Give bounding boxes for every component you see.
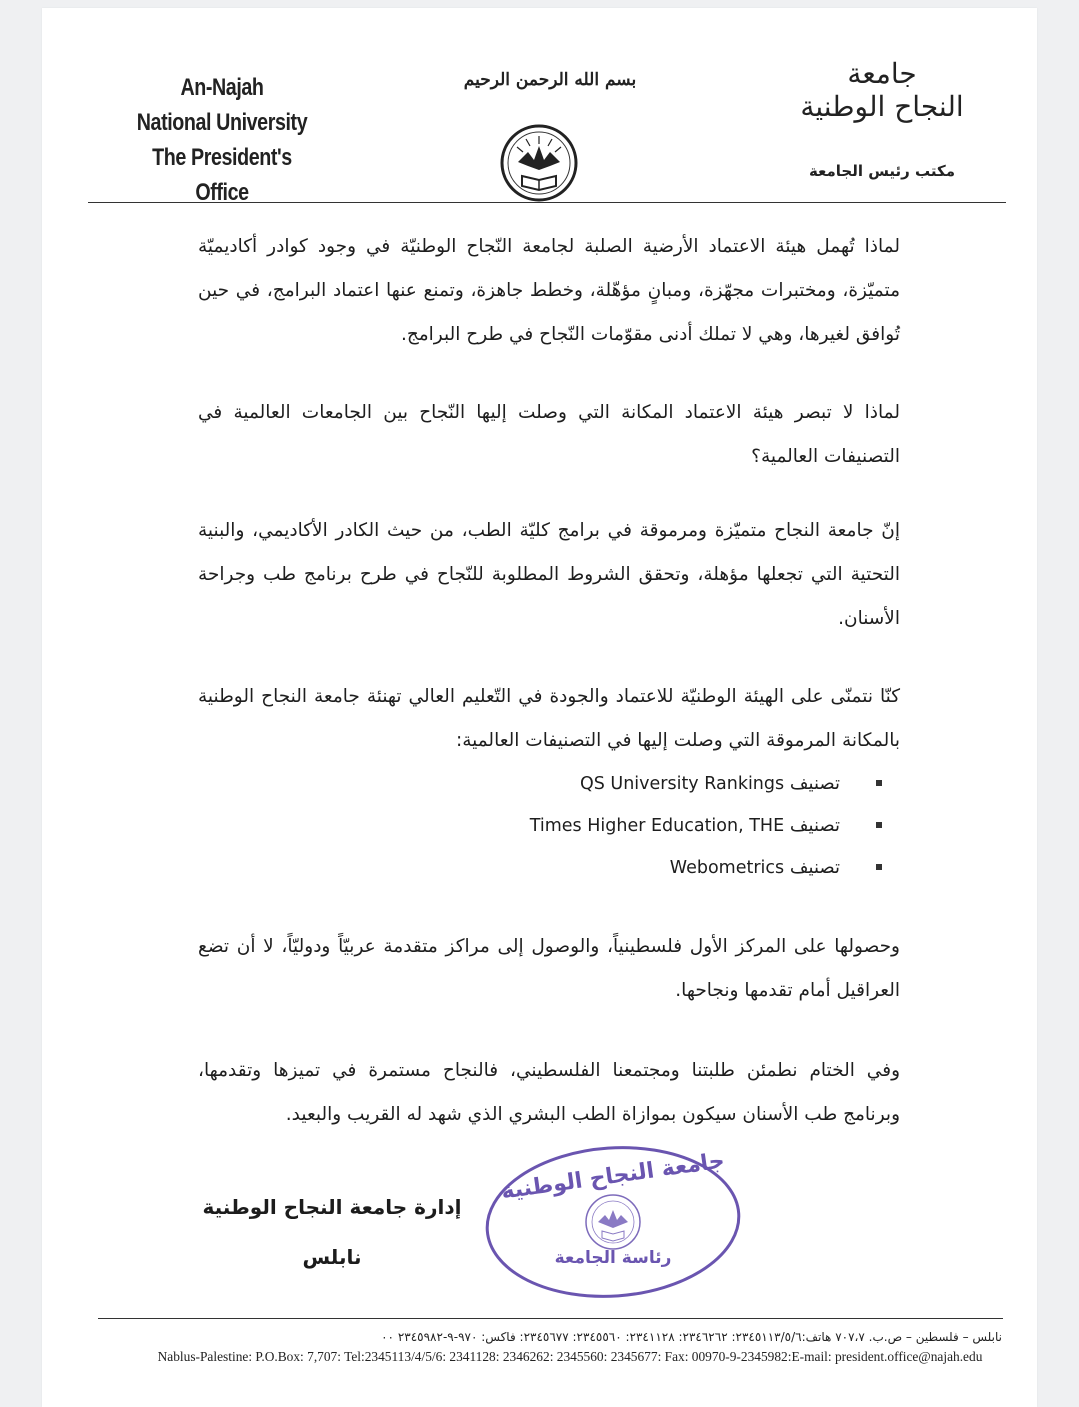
ranking-item [198, 763, 900, 805]
ranking-prefix: تصنيف [789, 857, 840, 878]
letter-body [198, 225, 900, 1137]
paragraph-1: لماذا تُهمل هيئة الاعتماد الأرضية الصلبة لجامعة النّجاح الوطنيّة في وجود كوادر أكاديميّة متميّزة، ومختبرات مجهّزة، ومبانٍ مؤهّلة، وخطط جاهزة، وتمنع عنها اعتماد البرامج، في حين تُوافق لغيرها، وهي لا تملك أدنى مقوّمات النّجاح في طرح البرامج. [198, 236, 900, 345]
paragraph-6: وفي الختام نطمئن طلبتنا ومجتمعنا الفلسطيني، فالنجاح مستمرة في تميزها وتقدمها، وبرنامج طب الأسنان سيكون بموازاة الطب البشري الذي شهد له القريب والبعيد. [198, 1060, 900, 1125]
letterhead-arabic-line-1: جامعة [847, 57, 917, 90]
official-stamp [482, 1142, 744, 1302]
basmala-calligraphy: بسم الله الرحمن الرحيم [463, 70, 637, 90]
paragraph-3: إنّ جامعة النجاح متميّزة ومرموقة في برامج كليّة الطب، من حيث الكادر الأكاديمي، والبنية التحتية التي تجعلها مؤهلة، وتحقق الشروط المطلوبة للنّجاح في طرح برنامج طب وجراحة الأسنان. [198, 520, 900, 629]
bullet-square-icon [876, 822, 882, 828]
english-letterhead [102, 70, 342, 210]
signature-line-2: نابلس [302, 1245, 362, 1269]
footer-arabic-contact: نابلس – فلسطين – ص.ب. ٧٠٧،٧ هاتف:٢٣٤٥١١٣/٥/٦: ٢٣٤٦٢٦٢: ٢٣٤١١٢٨: ٢٣٤٥٥٦٠: ٢٣٤٥٦٧٧: فاكس: ٩٧٠-٩-٢٣٤٥٩٨٢ ٠٠ [381, 1330, 1002, 1344]
footer-divider [98, 1318, 1003, 1319]
bullet-square-icon [876, 780, 882, 786]
ranking-prefix: تصنيف [789, 773, 840, 794]
stamp-bottom-text: رئاسة الجامعة [554, 1248, 672, 1268]
paragraph-2: لماذا لا تبصر هيئة الاعتماد المكانة التي وصلت إليها النّجاح بين الجامعات العالمية في التصنيفات العالمية؟ [198, 402, 900, 467]
letterhead-english-line-2: National University [136, 109, 308, 136]
header-divider [88, 202, 1006, 203]
letterhead-arabic-office: مكتب رئيس الجامعة [808, 162, 956, 180]
footer-english-contact: Nablus-Palestine: P.O.Box: 7,707: Tel:2345113/4/5/6: 2341128: 2346262: 2345560: 2345677: Fax: 00970-9-2345982:E-mail: president.office@najah.edu [157, 1349, 983, 1364]
stamp-top-text: جامعة النجاح الوطنية [499, 1148, 727, 1205]
bullet-square-icon [876, 864, 882, 870]
rankings-list [198, 763, 900, 889]
ranking-name: Times Higher Education, THE [529, 816, 785, 836]
ranking-name: QS University Rankings [579, 774, 785, 794]
signature-block [202, 1182, 462, 1282]
letterhead-english-line-3: The President's Office [152, 144, 292, 206]
ranking-name: Webometrics [669, 858, 785, 878]
paragraph-5: وحصولها على المركز الأول فلسطينياً، والوصول إلى مراكز متقدمة عربيّاً ودوليّاً، لا أن تضع العراقيل أمام تقدمها ونجاحها. [198, 936, 900, 1001]
ranking-item [198, 847, 900, 889]
ranking-item [198, 805, 900, 847]
letterhead-english-line-1: An-Najah [180, 74, 264, 101]
signature-line-1: إدارة جامعة النجاح الوطنية [202, 1195, 462, 1219]
paragraph-4: كنّا نتمنّى على الهيئة الوطنيّة للاعتماد والجودة في التّعليم العالي تهنئة جامعة النجاح الوطنية بالمكانة المرموقة التي وصلت إليها في التصنيفات العالمية: [198, 686, 900, 751]
ranking-prefix: تصنيف [789, 815, 840, 836]
university-emblem-icon [500, 124, 578, 202]
letterhead-arabic-line-2: النجاح الوطنية [800, 90, 964, 123]
letter-page [42, 8, 1037, 1407]
arabic-letterhead [782, 57, 982, 180]
